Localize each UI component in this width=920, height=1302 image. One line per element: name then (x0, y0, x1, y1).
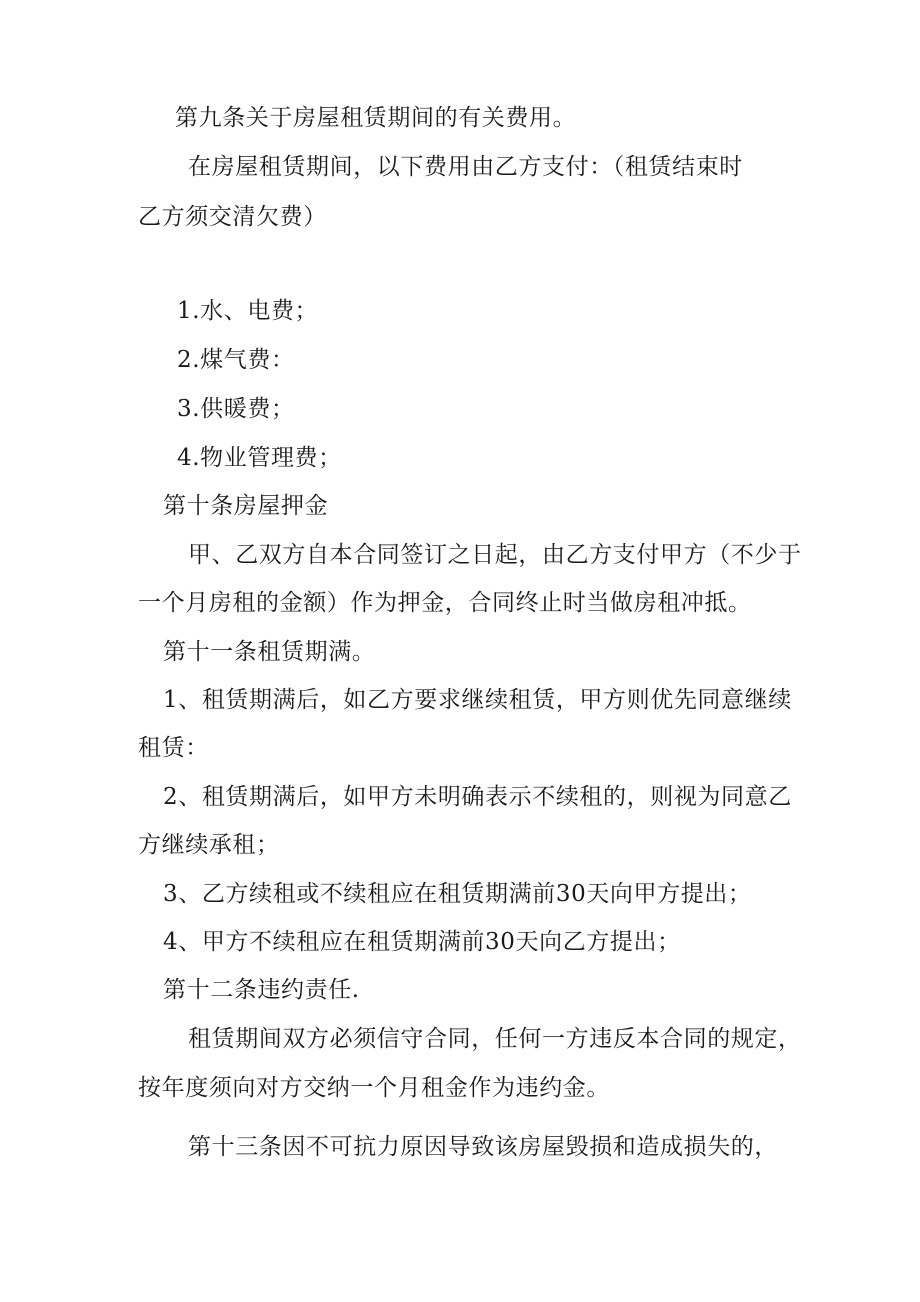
article-11-item-2-line-2: 方继续承租； (138, 832, 280, 858)
article-9-body-line-2: 乙方须交清欠费） (138, 204, 327, 230)
article-11-heading: 第十一条租赁期满。 (163, 639, 376, 665)
article-11-item-2-line-1: 2、租赁期满后，如甲方未明确表示不续租的，则视为同意乙 (163, 784, 792, 810)
article-11-item-1-line-2: 租赁： (138, 735, 209, 761)
article-9-heading: 第九条关于房屋租赁期间的有关费用。 (175, 105, 577, 131)
article-13-heading: 第十三条因不可抗力原因导致该房屋毁损和造成损失的， (188, 1134, 778, 1160)
article-11-item-1-line-1: 1、租赁期满后，如乙方要求继续租赁，甲方则优先同意继续 (163, 687, 792, 713)
fee-item-1: 1.水、电费； (177, 298, 319, 324)
article-12-body-line-1: 租赁期间双方必须信守合同，任何一方违反本合同的规定， (188, 1026, 802, 1052)
article-11-item-4: 4、甲方不续租应在租赁期满前30天向乙方提出； (163, 929, 681, 955)
fee-item-2: 2.煤气费： (177, 347, 295, 373)
fee-item-4: 4.物业管理费； (177, 445, 342, 471)
article-9-body-line-1: 在房屋租赁期间，以下费用由乙方支付：（租赁结束时 (188, 154, 743, 180)
article-10-body-line-1: 甲、乙双方自本合同签订之日起，由乙方支付甲方（不少于 (188, 542, 802, 568)
article-10-body-line-2: 一个月房租的金额）作为押金，合同终止时当做房租冲抵。 (138, 590, 752, 616)
article-10-heading: 第十条房屋押金 (163, 493, 329, 519)
article-12-body-line-2: 按年度须向对方交纳一个月租金作为违约金。 (138, 1075, 610, 1101)
fee-item-3: 3.供暖费； (177, 396, 295, 422)
article-12-heading: 第十二条违约责任. (163, 977, 360, 1003)
article-11-item-3: 3、乙方续租或不续租应在租赁期满前30天向甲方提出； (163, 881, 752, 907)
